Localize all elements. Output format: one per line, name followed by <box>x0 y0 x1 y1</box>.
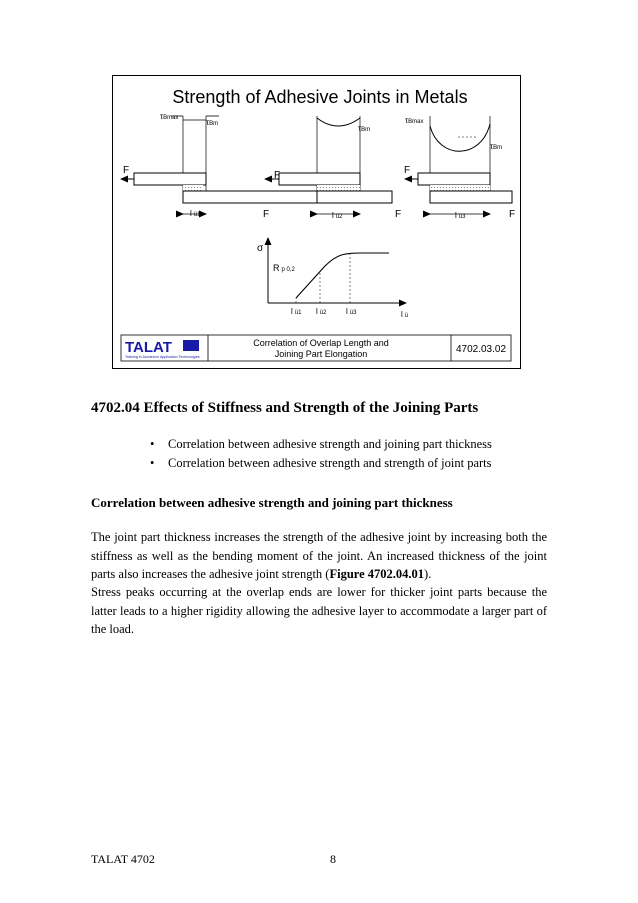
force-label: F <box>263 209 270 220</box>
paragraph-2: Stress peaks occurring at the overlap ends are lower for thicker joint parts because the latter leads to a higher rigidity allowing the adhesive layer to accommodate a larger part of the load. <box>91 585 547 636</box>
axis-label-lu3: l ü3 <box>346 307 357 316</box>
axis-label-lu2: l ü2 <box>316 307 327 316</box>
bullet-item: • Correlation between adhesive strength and joining part thickness <box>150 435 492 454</box>
paragraph-1-end: ). <box>424 567 432 581</box>
axis-label-lu1: l ü1 <box>291 307 302 316</box>
overlap-label-2: l ü2 <box>332 211 343 220</box>
tau-bmax-label-3: τBmax <box>405 116 424 125</box>
figure-caption-band <box>121 335 511 361</box>
yield-strength-label: Rp 0,2 <box>273 263 295 273</box>
figure-title: Strength of Adhesive Joints in Metals <box>172 87 468 107</box>
overlap-label-3: l ü3 <box>455 211 466 220</box>
tau-bm-label-3: τBm <box>490 142 503 151</box>
axis-label-lu: l ü <box>401 310 409 319</box>
section-heading: 4702.04 Effects of Stiffness and Strength of the Joining Parts <box>91 400 479 416</box>
talat-logo: TALAT <box>125 339 172 356</box>
joint-1 <box>121 112 331 220</box>
figure-number: 4702.03.02 <box>455 344 507 355</box>
paragraph-1-text: The joint part thickness increases the strength of the adhesive joint by increasing both the stiffness as well as the bending moment of the joint. An increased thickness of the joint parts also increases the adhesive joint strength ( <box>91 530 547 581</box>
overlap-label-1: l ü1 <box>190 209 201 218</box>
paragraph-1 <box>91 528 547 584</box>
figure-caption-line1: Correlation of Overlap Length and <box>253 338 389 348</box>
tau-bmax-label-1: τBmax <box>160 112 179 121</box>
talat-logo-subtitle: Training in Aluminium Application Technologies <box>125 355 200 359</box>
tau-bm-label-2: τBm <box>358 124 371 133</box>
bullet-list <box>150 435 492 473</box>
footer-doc-id: TALAT 4702 <box>91 852 155 866</box>
force-label: F <box>395 209 402 220</box>
figure-frame <box>112 75 521 369</box>
force-label: F <box>404 165 411 176</box>
joint-3 <box>404 116 515 220</box>
bullet-item: • Correlation between adhesive strength and strength of joint parts <box>150 454 492 473</box>
subsection-heading: Correlation between adhesive strength and joining part thickness <box>91 495 453 510</box>
force-label: F <box>123 165 130 176</box>
figure-diagram <box>113 76 520 368</box>
stress-overlap-graph <box>257 238 408 319</box>
figure-reference: Figure 4702.04.01 <box>329 567 425 581</box>
tau-bm-label-1: τBm <box>206 118 219 127</box>
eu-flag-icon <box>183 340 199 351</box>
joint-2 <box>265 116 401 220</box>
force-label: F <box>274 170 281 181</box>
sigma-label: σ <box>257 243 264 254</box>
figure-caption-line2: Joining Part Elongation <box>274 349 368 359</box>
page-number: 8 <box>330 852 336 866</box>
force-label: F <box>509 209 516 220</box>
